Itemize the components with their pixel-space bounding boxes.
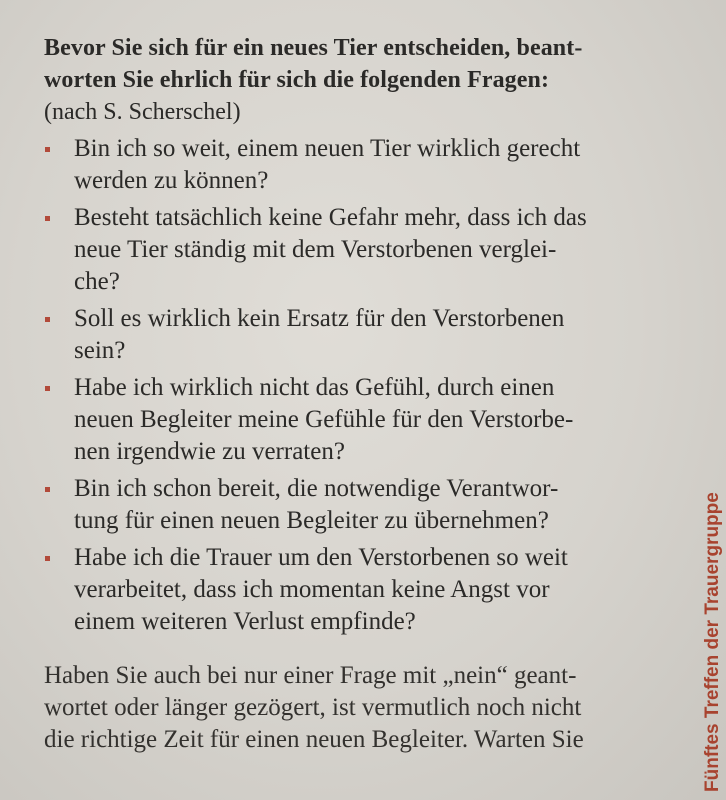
- source-line: (nach S. Scherschel): [44, 99, 241, 125]
- question-line: nen irgendwie zu verraten?: [74, 438, 345, 465]
- bullet-square-icon: [45, 317, 50, 322]
- question-item: [44, 372, 694, 468]
- question-line: Besteht tatsächlich keine Gefahr mehr, dass ich das: [74, 204, 587, 231]
- question-line: Bin ich schon bereit, die notwendige Verantwor-: [74, 475, 559, 502]
- question-line: Bin ich so weit, einem neuen Tier wirklich gerecht: [74, 135, 581, 162]
- question-item: [44, 473, 694, 537]
- chapter-side-label: Fünftes Treffen der Trauergruppe: [702, 492, 723, 792]
- bullet-square-icon: [45, 556, 50, 561]
- question-line: neue Tier ständig mit dem Verstorbenen verglei-: [74, 236, 557, 263]
- question-line: sein?: [74, 337, 126, 364]
- question-item: [44, 202, 694, 298]
- page-content: [44, 32, 694, 756]
- closing-paragraph: [44, 660, 694, 756]
- bullet-square-icon: [45, 147, 50, 152]
- question-list: [44, 133, 694, 638]
- paragraph-line: die richtige Zeit für einen neuen Begleiter. Warten Sie: [44, 726, 584, 753]
- question-line: einem weiteren Verlust empfinde?: [74, 608, 416, 635]
- question-line: tung für einen neuen Begleiter zu übernehmen?: [74, 507, 549, 534]
- question-line: Habe ich wirklich nicht das Gefühl, durch einen: [74, 374, 555, 401]
- bullet-square-icon: [45, 487, 50, 492]
- question-item: [44, 303, 694, 367]
- source-citation: [44, 96, 694, 128]
- heading: [44, 32, 694, 96]
- heading-line: worten Sie ehrlich für sich die folgenden Fragen:: [44, 67, 550, 93]
- heading-line: Bevor Sie sich für ein neues Tier entscheiden, beant-: [44, 35, 583, 61]
- question-line: verarbeitet, dass ich momentan keine Angst vor: [74, 576, 550, 603]
- question-line: Habe ich die Trauer um den Verstorbenen so weit: [74, 544, 568, 571]
- paragraph-line: wortet oder länger gezögert, ist vermutlich noch nicht: [44, 694, 582, 721]
- paragraph-line: Haben Sie auch bei nur einer Frage mit „nein“ geant-: [44, 662, 577, 689]
- question-item: [44, 542, 694, 638]
- question-line: neuen Begleiter meine Gefühle für den Verstorbe-: [74, 406, 574, 433]
- question-item: [44, 133, 694, 197]
- bullet-square-icon: [45, 386, 50, 391]
- question-line: werden zu können?: [74, 167, 269, 194]
- question-line: Soll es wirklich kein Ersatz für den Verstorbenen: [74, 305, 565, 332]
- question-line: che?: [74, 268, 120, 295]
- bullet-square-icon: [45, 216, 50, 221]
